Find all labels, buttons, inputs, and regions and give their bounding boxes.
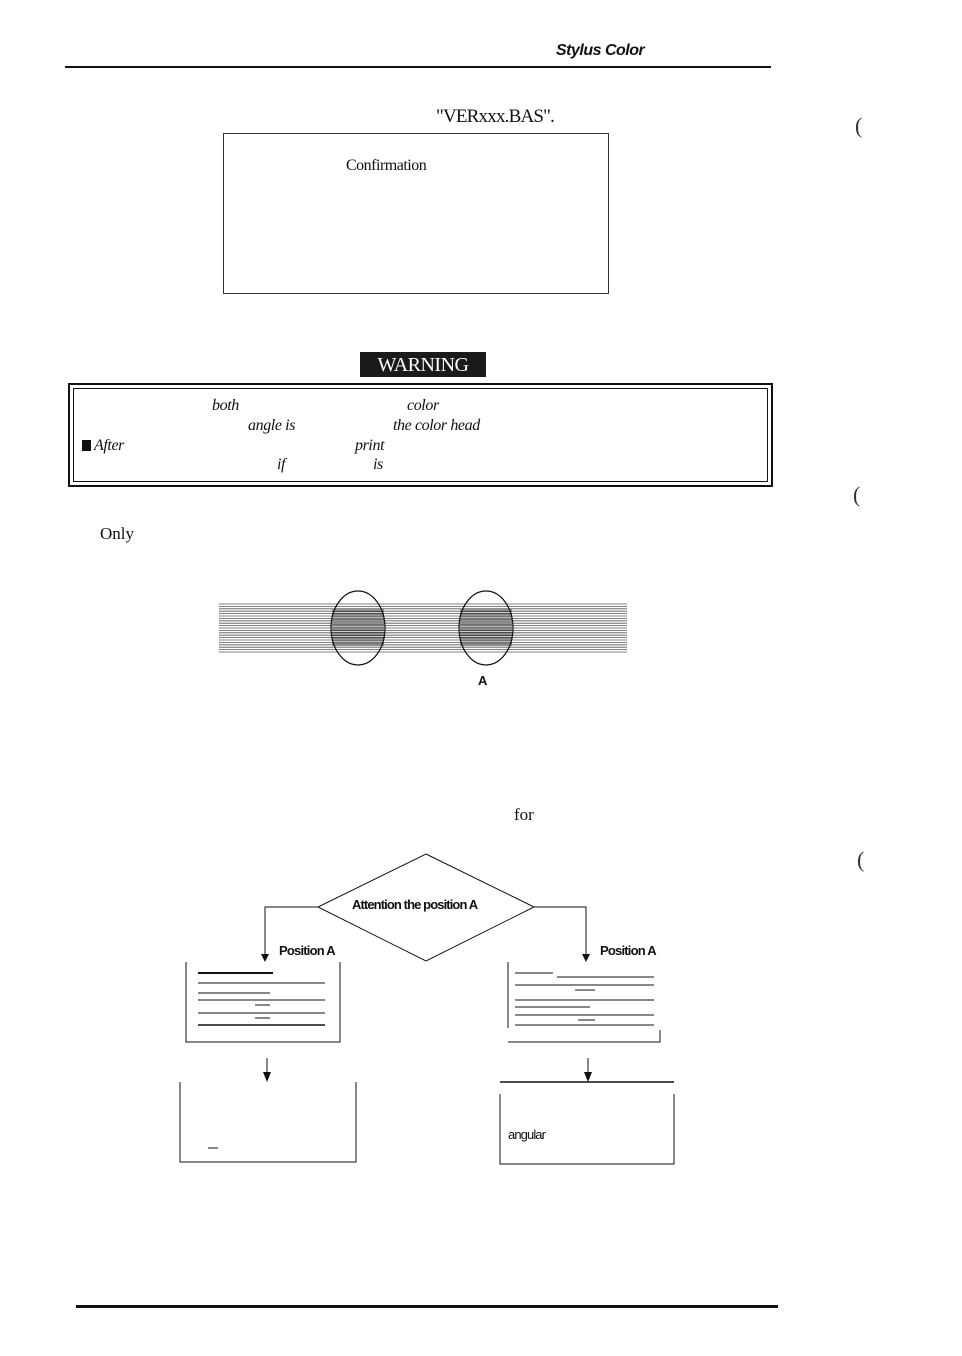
right-result-text: angular <box>508 1127 546 1142</box>
print-pattern-figure <box>215 590 631 670</box>
warning-word: print <box>355 437 385 454</box>
warning-word: is <box>373 456 383 473</box>
pattern-intro: Only <box>100 524 134 543</box>
margin-speck: ( <box>853 482 861 507</box>
arrow-down-icon <box>582 954 590 962</box>
margin-speck: ( <box>855 113 863 138</box>
left-branch-label: Position A <box>279 943 335 958</box>
pattern-stripes <box>219 604 627 652</box>
right-branch-line <box>534 907 586 958</box>
arrow-down-icon <box>261 954 269 962</box>
margin-speck: ( <box>857 847 865 872</box>
right-pattern-box <box>508 1030 660 1042</box>
right-branch-label: Position A <box>600 943 656 958</box>
warning-word: After <box>94 437 124 454</box>
pattern-label-a: A <box>478 673 488 688</box>
header-title: Stylus Color <box>556 42 645 59</box>
warning-badge: WARNING <box>360 352 486 377</box>
warning-word: color <box>407 397 439 414</box>
decision-label: Attention the position A <box>352 897 478 912</box>
warning-word: both <box>212 397 239 414</box>
bullet-icon <box>82 440 91 451</box>
warning-word: angle is <box>248 417 296 434</box>
warning-word: if <box>277 456 286 473</box>
left-result-box <box>180 1082 356 1162</box>
arrow-down-icon <box>263 1072 271 1082</box>
footer-rule <box>76 1305 778 1308</box>
header-rule <box>65 66 771 68</box>
warning-word: the color head <box>393 417 480 434</box>
filename-text: "VERxxx.BAS". <box>436 106 555 127</box>
confirmation-label: Confirmation <box>346 157 427 174</box>
warning-bullet-line <box>82 437 124 455</box>
flow-intro-for: for <box>514 805 534 824</box>
arrow-down-icon <box>584 1072 592 1082</box>
